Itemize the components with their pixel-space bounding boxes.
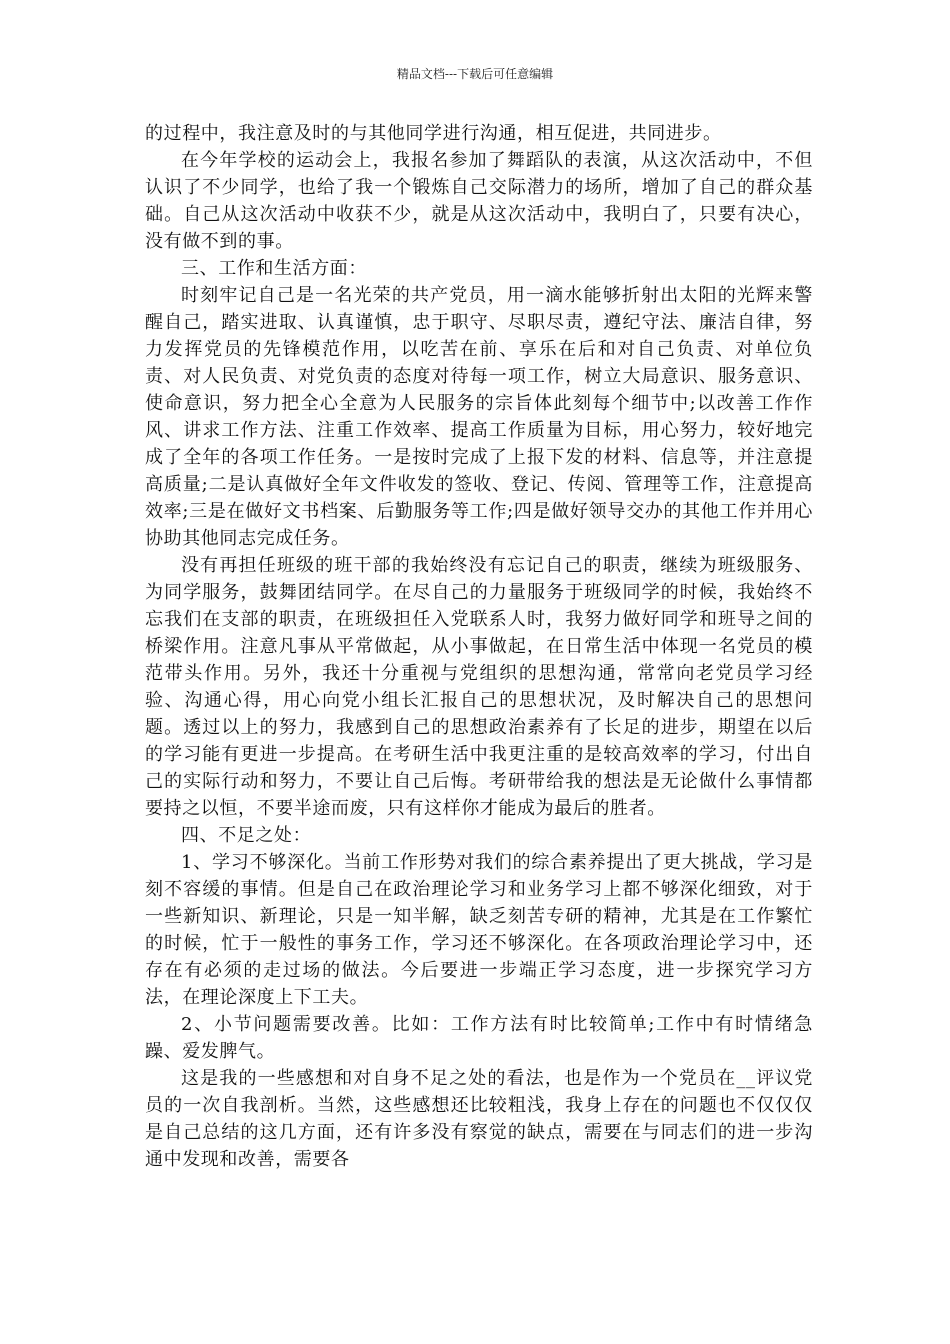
paragraph-2: 在今年学校的运动会上，我报名参加了舞蹈队的表演，从这次活动中，不但认识了不少同学，也给了我一个锻炼自己交际潜力的场所，增加了自己的群众基础。自己从这次活动中收获不少，就是从这次活动中，我明白了，只要有决心，没有做不到的事。: [145, 150, 813, 252]
paragraph-1: 的过程中，我注意及时的与其他同学进行沟通，相互促进，共同进步。: [145, 123, 722, 144]
section-heading-shortcomings: 四、不足之处：: [181, 825, 312, 846]
paragraph-3: 时刻牢记自己是一名光荣的共产党员，用一滴水能够折射出太阳的光辉来警醒自己，踏实进取、认真谨慎，忠于职守、尽职尽责，遵纪守法、廉洁自律，努力发挥党员的先锋模范作用，以吃苦在前、享乐在后和对自己负责、对单位负责、对人民负责、对党负责的态度对待每一项工作，树立大局意识、服务意识、使命意识，努力把全心全意为人民服务的宗旨体此刻每个细节中;以改善工作作风、讲求工作方法、注重工作效率、提高工作质量为目标，用心努力，较好地完成了全年的各项工作任务。一是按时完成了上报下发的材料、信息等，并注意提高质量;二是认真做好全年文件收发的签收、登记、传阅、管理等工作，注意提高效率;三是在做好文书档案、后勤服务等工作;四是做好领导交办的其他工作并用心协助其他同志完成任务。: [145, 285, 813, 549]
section-heading-work-life: 三、工作和生活方面：: [181, 258, 367, 279]
page-header: 精品文档---下载后可任意编辑: [396, 67, 554, 81]
paragraph-5: 1、学习不够深化。当前工作形势对我们的综合素养提出了更大挑战，学习是刻不容缓的事情。但是自己在政治理论学习和业务学习上都不够深化细致，对于一些新知识、新理论，只是一知半解，缺乏刻苦专研的精神，尤其是在工作繁忙的时候，忙于一般性的事务工作，学习还不够深化。在各项政治理论学习中，还存在有必须的走过场的做法。今后要进一步端正学习态度，进一步探究学习方法，在理论深度上下工夫。: [145, 852, 813, 1008]
paragraph-6: 2、小节问题需要改善。比如：工作方法有时比较简单;工作中有时情绪急躁、爱发脾气。: [145, 1014, 813, 1062]
document-body: [145, 120, 813, 1173]
paragraph-4: 没有再担任班级的班干部的我始终没有忘记自己的职责，继续为班级服务、为同学服务，鼓舞团结同学。在尽自己的力量服务于班级同学的时候，我始终不忘我们在支部的职责，在班级担任入党联系人时，我努力做好同学和班导之间的桥梁作用。注意凡事从平常做起，从小事做起，在日常生活中体现一名党员的模范带头作用。另外，我还十分重视与党组织的思想沟通，常常向老党员学习经验、沟通心得，用心向党小组长汇报自己的思想状况，及时解决自己的思想问题。透过以上的努力，我感到自己的思想政治素养有了长足的进步，期望在以后的学习能有更进一步提高。在考研生活中我更注重的是较高效率的学习，付出自己的实际行动和努力，不要让自己后悔。考研带给我的想法是无论做什么事情都要持之以恒，不要半途而废，只有这样你才能成为最后的胜者。: [145, 555, 813, 819]
paragraph-7: 这是我的一些感想和对自身不足之处的看法，也是作为一个党员在__评议党员的一次自我剖析。当然，这些感想还比较粗浅，我身上存在的问题也不仅仅仅是自己总结的这几方面，还有许多没有察觉的缺点，需要在与同志们的进一步沟通中发现和改善，需要各: [145, 1068, 813, 1170]
